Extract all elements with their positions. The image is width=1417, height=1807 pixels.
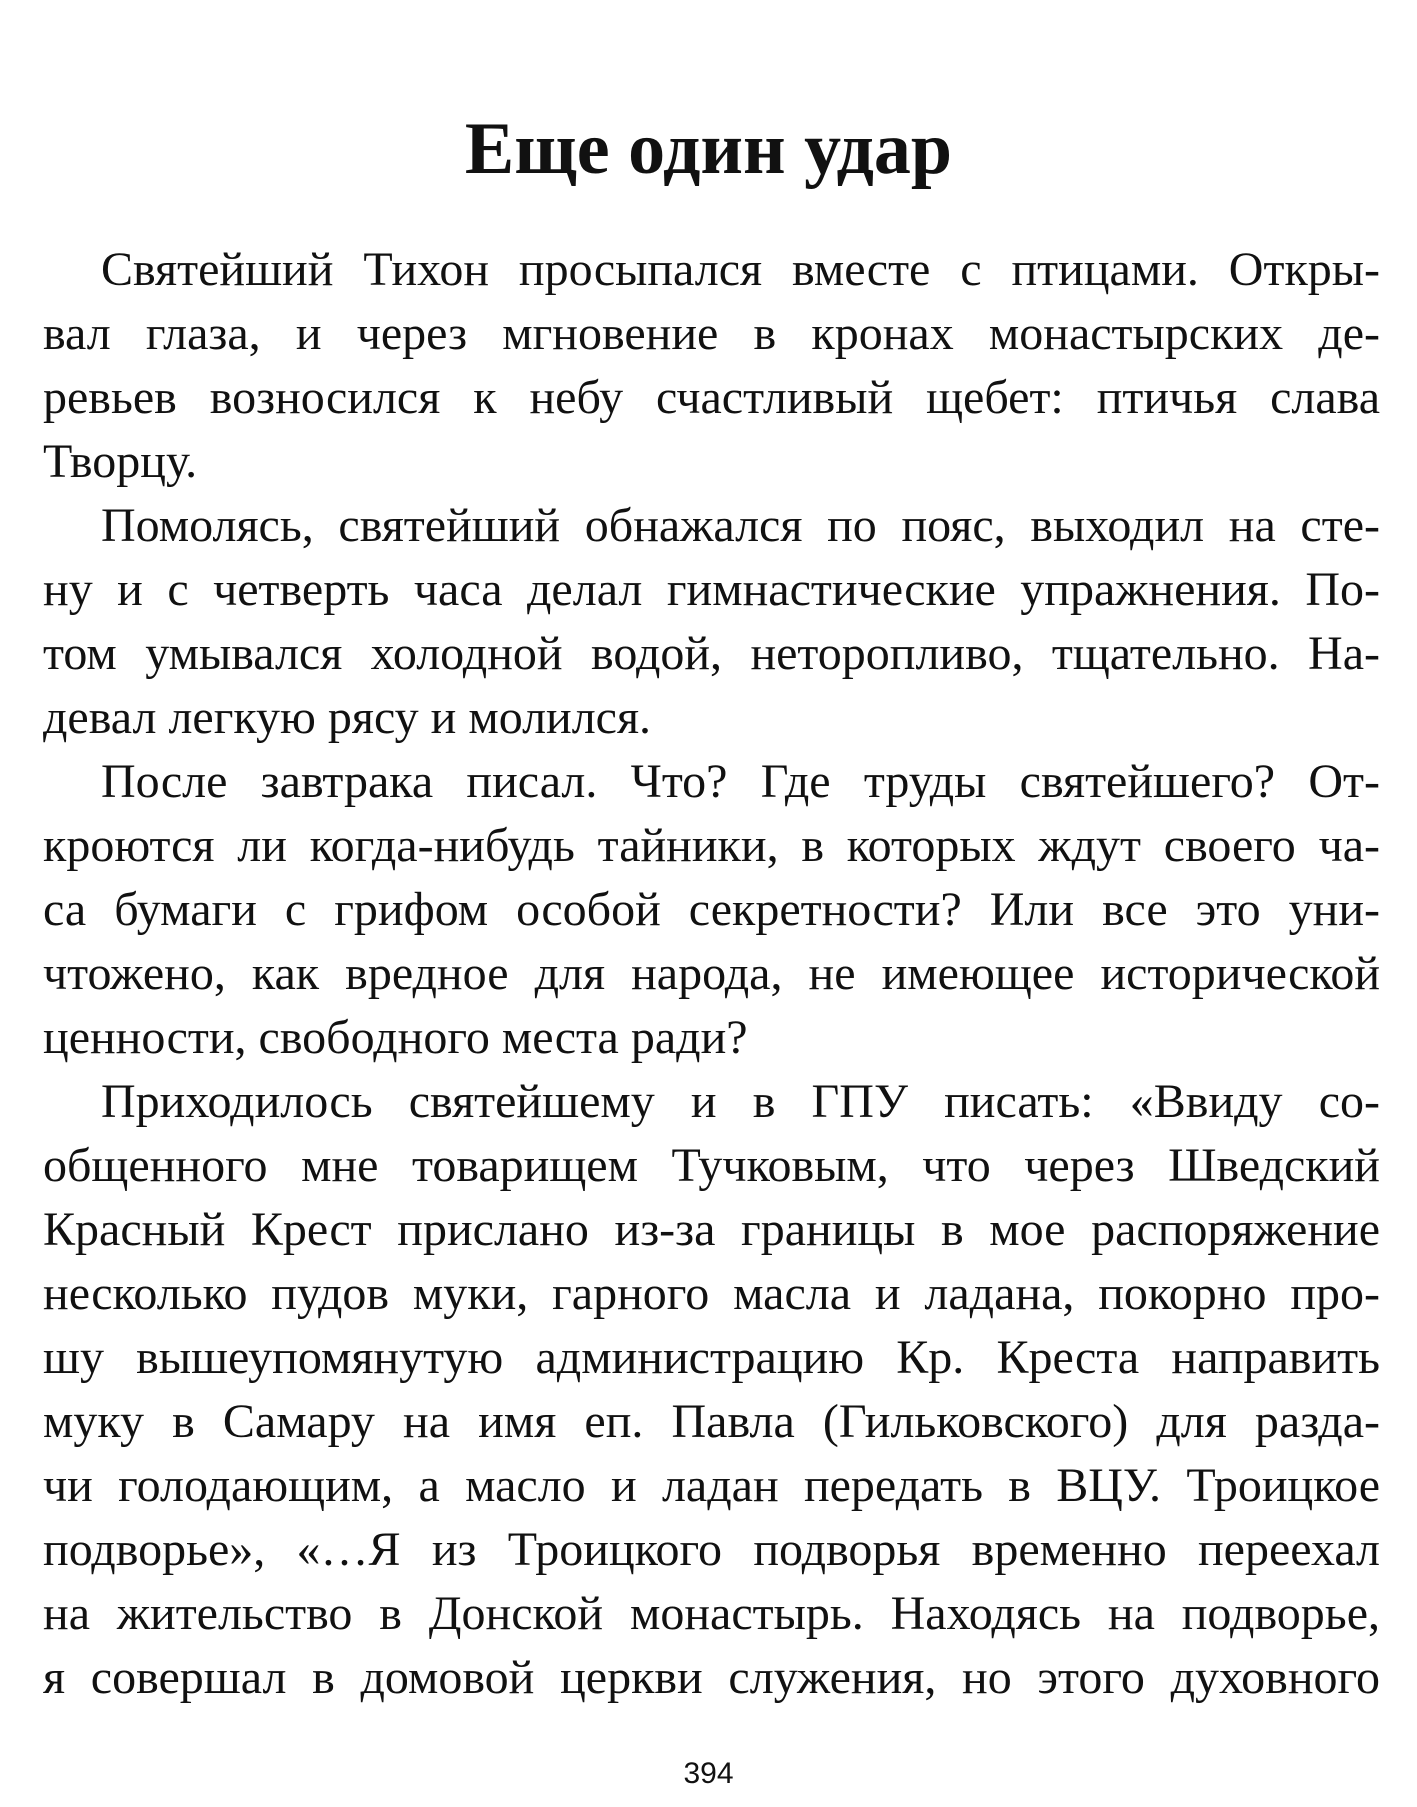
text-line: ревьев возносился к небу счастливый щебет: птичья слава — [43, 371, 1380, 424]
text-line: муку в Самару на имя еп. Павла (Гильковского) для разда- — [43, 1395, 1380, 1448]
text-line: общенного мне товарищем Тучковым, что через Шведский — [43, 1139, 1380, 1192]
text-line: Творцу. — [43, 435, 198, 488]
text-line: Святейший Тихон просыпался вместе с птицами. Откры- — [101, 243, 1380, 296]
text-line: девал легкую рясу и молился. — [43, 691, 652, 744]
body-text — [43, 238, 1380, 1710]
text-line: на жительство в Донской монастырь. Находясь на подворье, — [43, 1587, 1380, 1640]
text-line: я совершал в домовой церкви служения, но этого духовного — [43, 1651, 1380, 1704]
text-line: подворье», «…Я из Троицкого подворья временно переехал — [43, 1523, 1380, 1576]
text-line: ну и с четверть часа делал гимнастические упражнения. По- — [43, 563, 1380, 616]
text-line: кроются ли когда-нибудь тайники, в которых ждут своего ча- — [43, 819, 1380, 872]
text-line: чи голодающим, а масло и ладан передать в ВЦУ. Троицкое — [43, 1459, 1380, 1512]
text-line: том умывался холодной водой, неторопливо, тщательно. На- — [43, 627, 1380, 680]
text-line: После завтрака писал. Что? Где труды святейшего? От- — [101, 755, 1380, 808]
text-line: са бумаги с грифом особой секретности? Или все это уни- — [43, 883, 1380, 936]
text-line: Приходилось святейшему и в ГПУ писать: «Ввиду со- — [101, 1075, 1380, 1128]
page-number: 394 — [683, 1757, 734, 1790]
chapter-title: Еще один удар — [464, 108, 953, 190]
text-line: Красный Крест прислано из-за границы в мое распоряжение — [43, 1203, 1380, 1256]
text-line: шу вышеупомянутую администрацию Кр. Креста направить — [43, 1331, 1380, 1384]
text-line: несколько пудов муки, гарного масла и ладана, покорно про- — [43, 1267, 1380, 1320]
text-line: ценности, свободного места ради? — [43, 1011, 748, 1064]
text-line: вал глаза, и через мгновение в кронах монастырских де- — [43, 307, 1380, 360]
text-line: чтожено, как вредное для народа, не имеющее исторической — [43, 947, 1380, 1000]
text-line: Помолясь, святейший обнажался по пояс, выходил на сте- — [101, 499, 1380, 552]
